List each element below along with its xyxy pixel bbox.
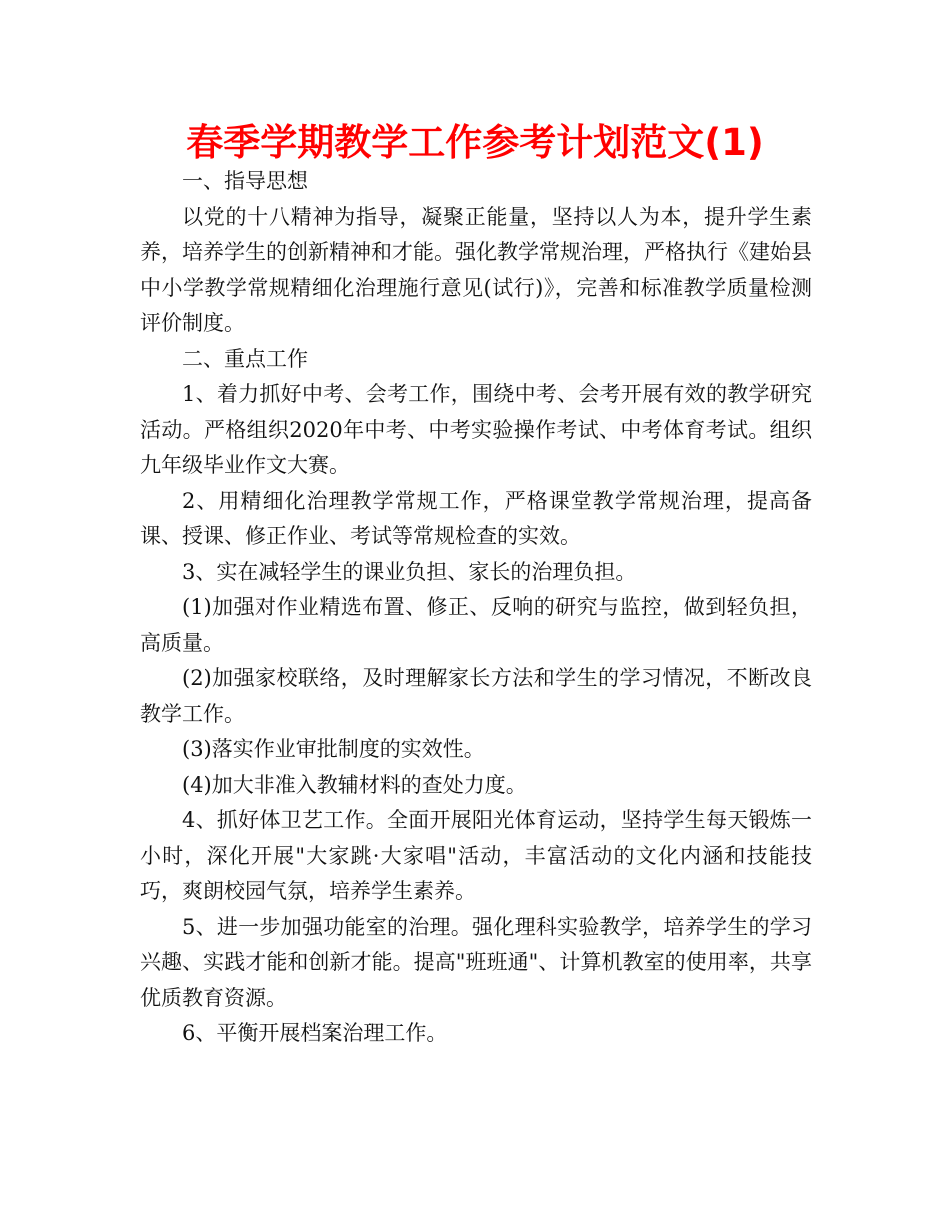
paragraph-item-6: 6、平衡开展档案治理工作。	[182, 1021, 448, 1045]
document-body	[140, 164, 812, 1052]
paragraph-sub-item-3: (3)落实作业审批制度的实效性。	[182, 737, 485, 761]
paragraph-item-3: 3、实在减轻学生的课业负担、家长的治理负担。	[182, 559, 637, 584]
paragraph-sub-item-2: (2)加强家校联络，及时理解家长方法和学生的学习情况，不断改良教学工作。	[140, 666, 812, 726]
paragraph-item-4: 4、抓好体卫艺工作。全面开展阳光体育运动，坚持学生每天锻炼一小时，深化开展"大家跳·大家唱"活动，丰富活动的文化内涵和技能技巧，爽朗校园气氛，培养学生素养。	[140, 808, 812, 903]
paragraph-sub-item-4: (4)加大非准入教辅材料的查处力度。	[182, 772, 527, 797]
document-title: 春季学期教学工作参考计划范文(1)	[186, 121, 764, 164]
paragraph-guiding-ideology: 以党的十八精神为指导，凝聚正能量，坚持以人为本，提升学生素养，培养学生的创新精神和才能。强化教学常规治理，严格执行《建始县中小学教学常规精细化治理施行意见(试行)》，完善和标准教学质量检测评价制度。	[140, 204, 812, 335]
paragraph-item-5: 5、进一步加强功能室的治理。强化理科实验教学，培养学生的学习兴趣、实践才能和创新才能。提高"班班通"、计算机教室的使用率，共享优质教育资源。	[140, 914, 812, 1010]
heading-guiding-ideology: 一、指导思想	[182, 169, 308, 193]
heading-key-work: 二、重点工作	[182, 346, 308, 371]
paragraph-sub-item-1: (1)加强对作业精选布置、修正、反响的研究与监控，做到轻负担，高质量。	[140, 595, 812, 655]
paragraph-item-1: 1、着力抓好中考、会考工作，围绕中考、会考开展有效的教学研究活动。严格组织2020年中考、中考实验操作考试、中考体育考试。组织九年级毕业作文大赛。	[140, 382, 812, 477]
paragraph-item-2: 2、用精细化治理教学常规工作，严格课堂教学常规治理，提高备课、授课、修正作业、考试等常规检查的实效。	[140, 488, 812, 548]
